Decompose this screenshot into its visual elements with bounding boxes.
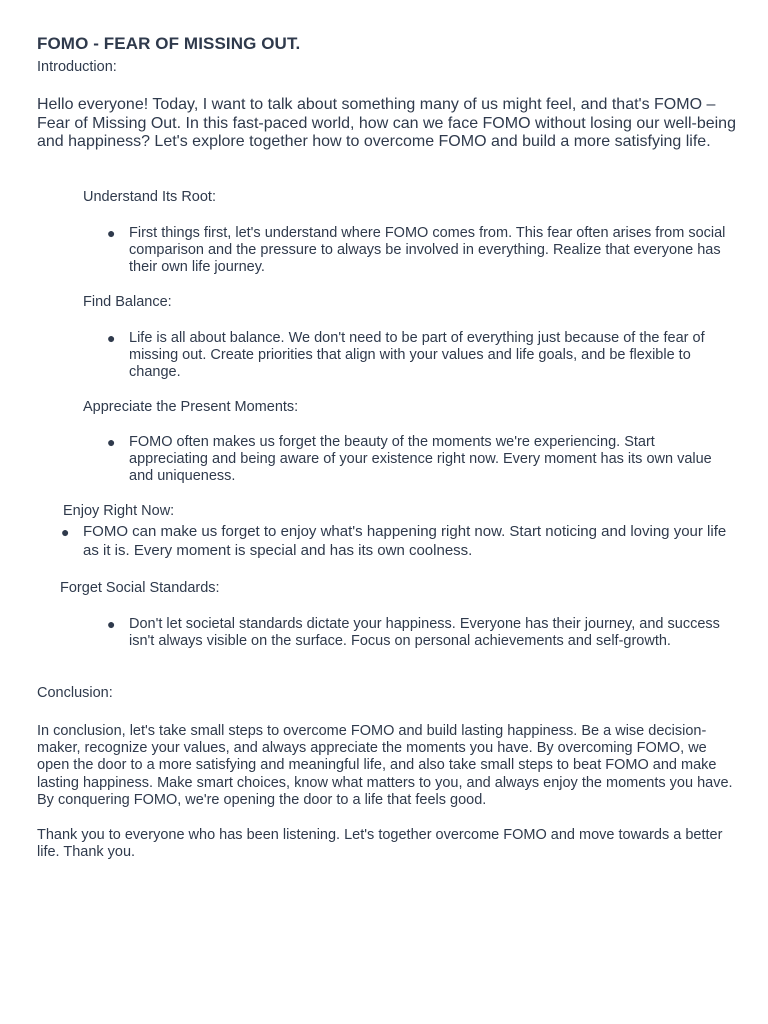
introduction-label: Introduction: <box>37 59 117 75</box>
section-heading-find-balance: Find Balance: <box>83 294 172 310</box>
document-title: FOMO - FEAR OF MISSING OUT. <box>37 34 301 53</box>
bullet-icon: ● <box>107 225 116 241</box>
bullet-text: Life is all about balance. We don't need to be part of everything just because of the fear of missing out. Create priorities that align with your values and life goals, and be flexible to change. <box>129 330 705 381</box>
conclusion-label: Conclusion: <box>37 685 113 701</box>
bullet-icon: ● <box>107 434 116 450</box>
section-heading-appreciate-present: Appreciate the Present Moments: <box>83 399 299 415</box>
section-heading-understand-root: Understand Its Root: <box>83 189 216 205</box>
bullet-icon: ● <box>107 330 116 346</box>
section-heading-enjoy-right-now: Enjoy Right Now: <box>63 503 175 519</box>
conclusion-text: In conclusion, let's take small steps to overcome FOMO and build lasting happiness. Be a wise decision-maker, recognize your values, and always appreciate the moments you have. By overcoming FOMO, we open the door to a more satisfying and meaningful life, and also take small steps to beat FOMO and make lasting happiness. Make smart choices, know what matters to you, and always enjoy the moments you have. By conquering FOMO, we're opening the door to a life that feels good. <box>37 723 733 808</box>
section-heading-forget-standards: Forget Social Standards: <box>60 580 220 596</box>
bullet-icon: ● <box>107 616 116 632</box>
bullet-text: FOMO can make us forget to enjoy what's happening right now. Start noticing and loving your life as it is. Every moment is special and has its own coolness. <box>83 523 727 559</box>
bullet-text: Don't let societal standards dictate your happiness. Everyone has their journey, and success isn't always visible on the surface. Focus on personal achievements and self-growth. <box>129 616 720 650</box>
section-bullet-appreciate-present <box>107 434 729 486</box>
section-bullet-forget-standards <box>107 616 729 650</box>
bullet-icon: ● <box>61 524 70 540</box>
introduction-text: Hello everyone! Today, I want to talk about something many of us might feel, and that's FOMO – Fear of Missing Out. In this fast-paced world, how can we face FOMO without losing our well-being and happiness? Let's explore together how to overcome FOMO and build a more satisfying life. <box>37 96 736 150</box>
section-bullet-understand-root <box>107 225 733 277</box>
bullet-text: FOMO often makes us forget the beauty of the moments we're experiencing. Start appreciating and being aware of your existence right now. Every moment has its own value and uniqueness. <box>129 434 712 485</box>
bullet-text: First things first, let's understand where FOMO comes from. This fear often arises from social comparison and the pressure to always be involved in everything. Realize that everyone has their own life journey. <box>129 225 726 276</box>
closing-text: Thank you to everyone who has been listening. Let's together overcome FOMO and move towards a better life. Thank you. <box>37 827 723 861</box>
section-bullet-find-balance <box>107 330 733 382</box>
section-bullet-enjoy-right-now <box>61 523 733 560</box>
